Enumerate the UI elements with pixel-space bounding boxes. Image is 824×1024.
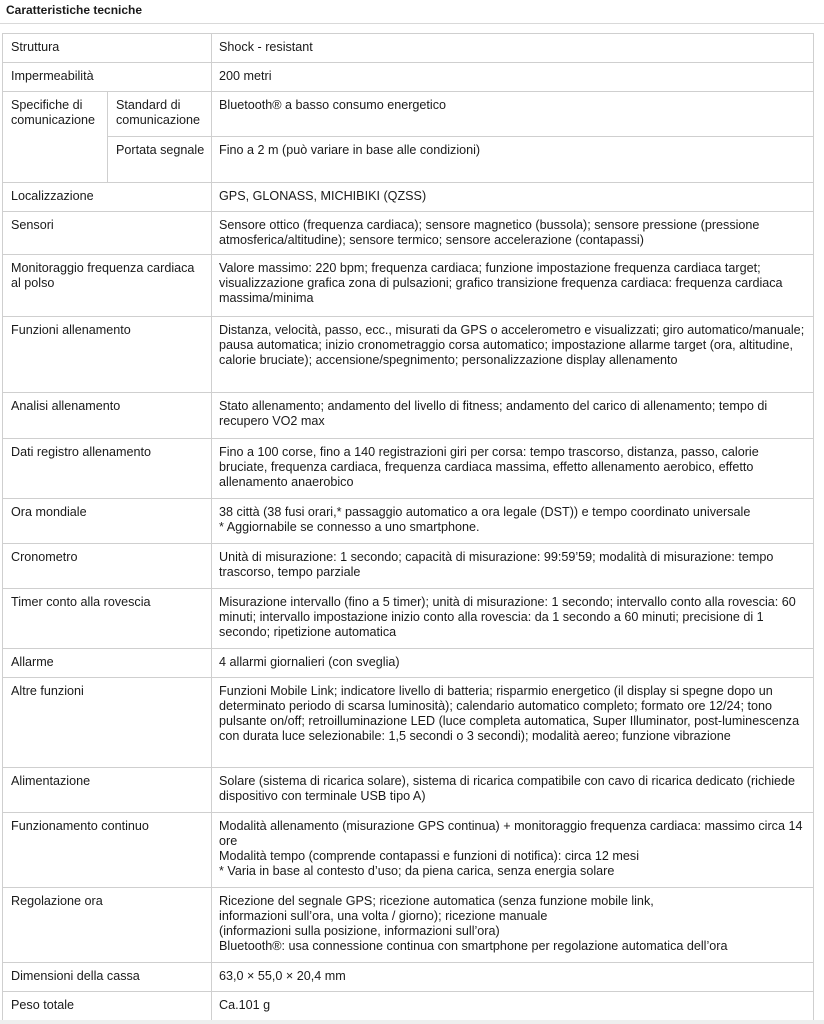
row-label: Localizzazione (3, 183, 212, 212)
row-value: GPS, GLONASS, MICHIBIKI (QZSS) (212, 183, 814, 212)
row-value: Shock - resistant (212, 34, 814, 63)
table-row (3, 992, 814, 1021)
table-row (3, 212, 814, 255)
row-value: Distanza, velocità, passo, ecc., misurati da GPS o accelerometro e visualizzati; giro automatico/manuale; pausa automatica; inizio cronometraggio corsa automatico; impostazione allarme target (ora, altitudine, calorie bruciate); accensione/spegnimento; personalizzazione display allenamento (212, 317, 814, 393)
row-value: Solare (sistema di ricarica solare), sistema di ricarica compatibile con cavo di ricarica dedicato (richiede dispositivo con terminale USB tipo A) (212, 768, 814, 813)
table-row (3, 544, 814, 589)
table-row (3, 649, 814, 678)
row-label: Allarme (3, 649, 212, 678)
title-divider (0, 23, 824, 24)
table-row (3, 499, 814, 544)
row-label: Dati registro allenamento (3, 439, 212, 499)
table-row (3, 92, 814, 137)
row-value: Misurazione intervallo (fino a 5 timer); unità di misurazione: 1 secondo; intervallo conto alla rovescia: 60 minuti; intervallo impostazione inizio conto alla rovescia: da 1 secondo a 60 minuti; precisione di 1 secondo; ripetizione automatica (212, 589, 814, 649)
row-label: Sensori (3, 212, 212, 255)
table-row (3, 183, 814, 212)
row-label: Analisi allenamento (3, 393, 212, 439)
row-label: Monitoraggio frequenza cardiaca al polso (3, 255, 212, 317)
row-label: Peso totale (3, 992, 212, 1021)
row-value: Funzioni Mobile Link; indicatore livello di batteria; risparmio energetico (il display si spegne dopo un determinato periodo di scarsa luminosità); calendario automatico completo; formato ore 12/24; tono pulsante on/off; retroilluminazione LED (luce completa automatica, Super Illuminator, post-luminescenza con durata luce selezionabile: 1,5 secondi o 3 secondi); modalità aereo; funzione vibrazione (212, 678, 814, 768)
table-row (3, 34, 814, 63)
table-row (3, 63, 814, 92)
table-row (3, 678, 814, 768)
table-row (3, 439, 814, 499)
page-title: Caratteristiche tecniche (6, 3, 143, 17)
row-label: Specifiche di comunicazione (3, 92, 108, 183)
row-value: Unità di misurazione: 1 secondo; capacità di misurazione: 99:59’59; modalità di misurazione: tempo trascorso, tempo parziale (212, 544, 814, 589)
row-label: Alimentazione (3, 768, 212, 813)
row-value: 4 allarmi giornalieri (con sveglia) (212, 649, 814, 678)
row-value: Sensore ottico (frequenza cardiaca); sensore magnetico (bussola); sensore pressione (pressione atmosferica/altitudine); sensore termico; sensore accelerazione (contapassi) (212, 212, 814, 255)
row-label: Funzioni allenamento (3, 317, 212, 393)
specs-table (2, 33, 814, 1021)
row-label: Cronometro (3, 544, 212, 589)
row-label: Regolazione ora (3, 888, 212, 963)
table-row (3, 137, 814, 183)
row-value: Ca.101 g (212, 992, 814, 1021)
row-value: 38 città (38 fusi orari,* passaggio automatico a ora legale (DST)) e tempo coordinato universale * Aggiornabile se connesso a uno smartphone. (212, 499, 814, 544)
table-row (3, 768, 814, 813)
row-sublabel: Standard di comunicazione (108, 92, 212, 137)
row-value: Fino a 100 corse, fino a 140 registrazioni giri per corsa: tempo trascorso, distanza, passo, calorie bruciate, frequenza cardiaca, frequenza cardiaca massima, effetto allenamento aerobico, effetto allenamento anaerobico (212, 439, 814, 499)
table-row (3, 813, 814, 888)
row-value: Bluetooth® a basso consumo energetico (212, 92, 814, 137)
bottom-divider (0, 1020, 824, 1024)
specs-table-body (3, 34, 814, 1021)
row-label: Funzionamento continuo (3, 813, 212, 888)
row-value: Stato allenamento; andamento del livello di fitness; andamento del carico di allenamento; tempo di recupero VO2 max (212, 393, 814, 439)
table-row (3, 393, 814, 439)
row-label: Struttura (3, 34, 212, 63)
row-value: 200 metri (212, 63, 814, 92)
row-value: Valore massimo: 220 bpm; frequenza cardiaca; funzione impostazione frequenza cardiaca target; visualizzazione grafica zona di pulsazioni; grafico transizione frequenza cardiaca: frequenza cardiaca massima/minima (212, 255, 814, 317)
table-row (3, 317, 814, 393)
row-value: Fino a 2 m (può variare in base alle condizioni) (212, 137, 814, 183)
table-row (3, 963, 814, 992)
table-row (3, 888, 814, 963)
row-value: Ricezione del segnale GPS; ricezione automatica (senza funzione mobile link, informazioni sull’ora, una volta / giorno); ricezione manuale (informazioni sulla posizione, informazioni sull’ora) Bluetooth®: usa connessione continua con smartphone per regolazione automatica dell’ora (212, 888, 814, 963)
table-row (3, 589, 814, 649)
row-label: Impermeabilità (3, 63, 212, 92)
row-label: Altre funzioni (3, 678, 212, 768)
row-value: 63,0 × 55,0 × 20,4 mm (212, 963, 814, 992)
table-row (3, 255, 814, 317)
row-label: Timer conto alla rovescia (3, 589, 212, 649)
row-sublabel: Portata segnale (108, 137, 212, 183)
row-label: Dimensioni della cassa (3, 963, 212, 992)
row-label: Ora mondiale (3, 499, 212, 544)
row-value: Modalità allenamento (misurazione GPS continua) + monitoraggio frequenza cardiaca: massimo circa 14 ore Modalità tempo (comprende contapassi e funzioni di notifica): circa 12 mesi * Varia in base al contesto d’uso; da piena carica, senza energia solare (212, 813, 814, 888)
